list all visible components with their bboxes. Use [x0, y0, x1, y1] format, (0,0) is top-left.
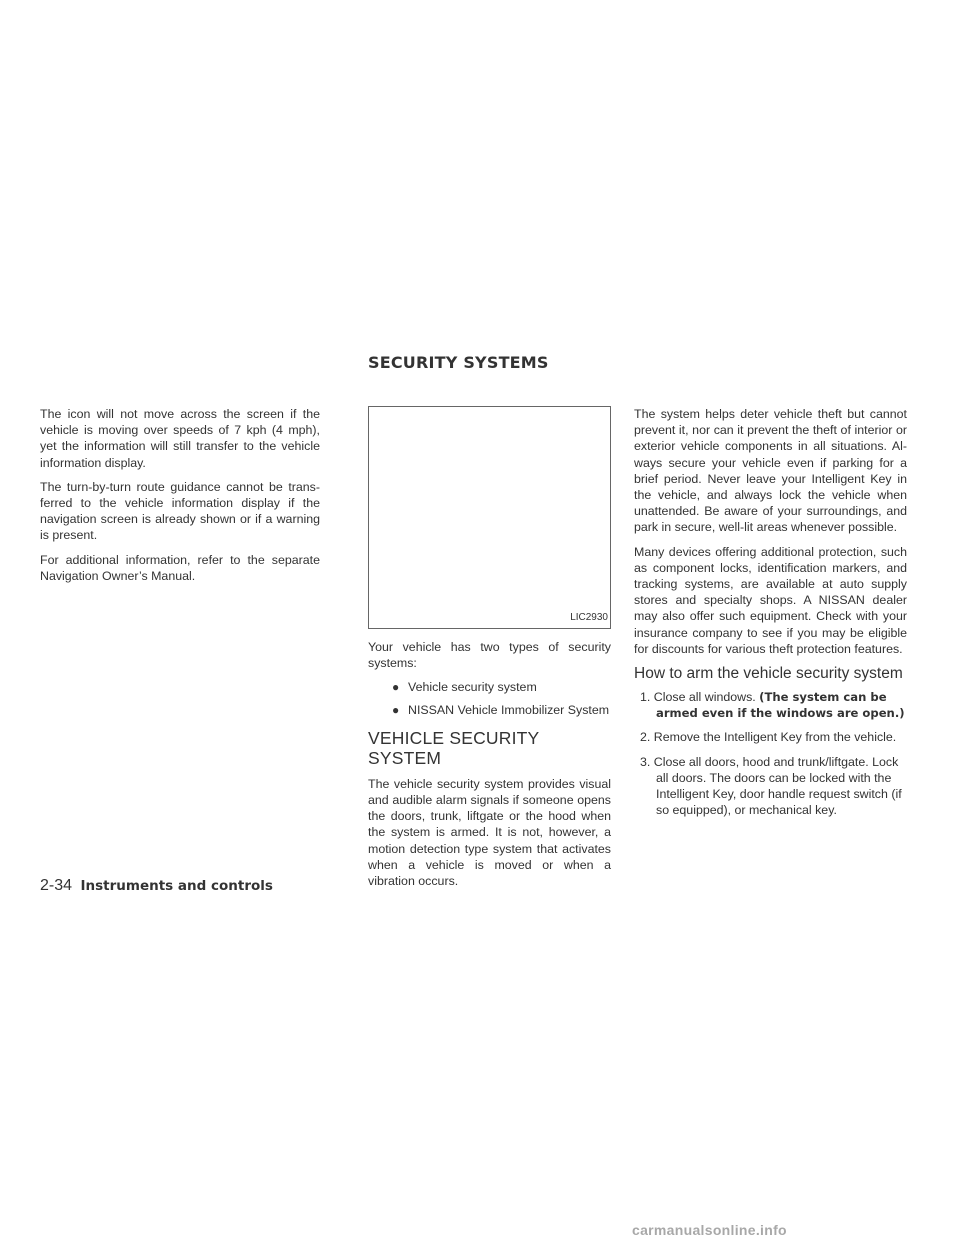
step-text: Close all windows. [653, 690, 756, 705]
paragraph: The turn-by-turn route guidance cannot be trans-ferred to the vehicle information display if the navigation screen is already shown or if a warning is present. [40, 479, 320, 543]
section-heading: SECURITY SYSTEMS [368, 353, 549, 372]
paragraph: Many devices offering additional protection, such as component locks, identification markers, and tracking systems, are available at auto supply stores and specialty shops. A NISSAN dealer may also offer such equipment. Check with your insurance company to see if you may be eligible for discounts for various theft protection features. [634, 544, 907, 656]
step-item [640, 754, 907, 819]
step-number: 3. [640, 754, 651, 769]
step-number: 1. [640, 690, 651, 705]
chapter-title: Instruments and controls [80, 878, 273, 894]
figure-placeholder [368, 406, 611, 629]
column-1 [40, 406, 320, 592]
subsection-title: How to arm the vehicle security system [634, 665, 903, 683]
page-footer [40, 877, 273, 895]
list-item [392, 679, 611, 695]
step-text: Remove the Intelligent Key from the vehicle. [653, 730, 897, 745]
paragraph: For additional information, refer to the separate Navigation Owner’s Manual. [40, 552, 320, 583]
system-list [368, 679, 611, 717]
intro-paragraph: Your vehicle has two types of security systems: [368, 640, 611, 671]
arming-steps [634, 689, 907, 818]
step-item [640, 729, 907, 745]
column-3 [634, 406, 907, 826]
paragraph: The icon will not move across the screen if the vehicle is moving over speeds of 7 kph (4 mph), yet the information will still transfer to the vehicle information display. [40, 407, 320, 470]
column-2 [368, 406, 611, 897]
step-note: (The system can be armed even if the windows are open.) [656, 690, 905, 721]
step-item [640, 689, 907, 721]
figure-code: LIC2930 [570, 611, 608, 623]
bullet-icon: ● [392, 702, 400, 717]
page-number: 2-34 [40, 877, 73, 894]
step-text: Close all doors, hood and trunk/liftgate. Lock all doors. The doors can be locked with the Intelligent Key, door handle request switch (if so equipped), or mechanical key. [653, 754, 902, 818]
subsection-title: VEHICLE SECURITY SYSTEM [368, 727, 540, 768]
watermark: carmanualsonline.info [632, 1222, 787, 1238]
bullet-icon: ● [392, 680, 400, 695]
step-number: 2. [640, 730, 651, 745]
list-item-text: Vehicle security system [408, 680, 537, 695]
paragraph: The system helps deter vehicle theft but cannot prevent it, nor can it prevent the theft of interior or exterior vehicle components in all situations. Al-ways secure your vehicle even if parking for a brief period. Never leave your Intelligent Key in the vehicle, and always lock the vehicle when unattended. Be aware of your surroundings, and park in secure, well-lit areas whenever possible. [634, 407, 907, 535]
paragraph: The vehicle security system provides visual and audible alarm signals if someone opens the doors, trunk, liftgate or the hood when the system is armed. It is not, however, a motion detection type system that activates when a vehicle is moved or when a vibration occurs. [368, 776, 611, 889]
list-item [392, 702, 611, 718]
list-item-text: NISSAN Vehicle Immobilizer System [408, 702, 610, 717]
